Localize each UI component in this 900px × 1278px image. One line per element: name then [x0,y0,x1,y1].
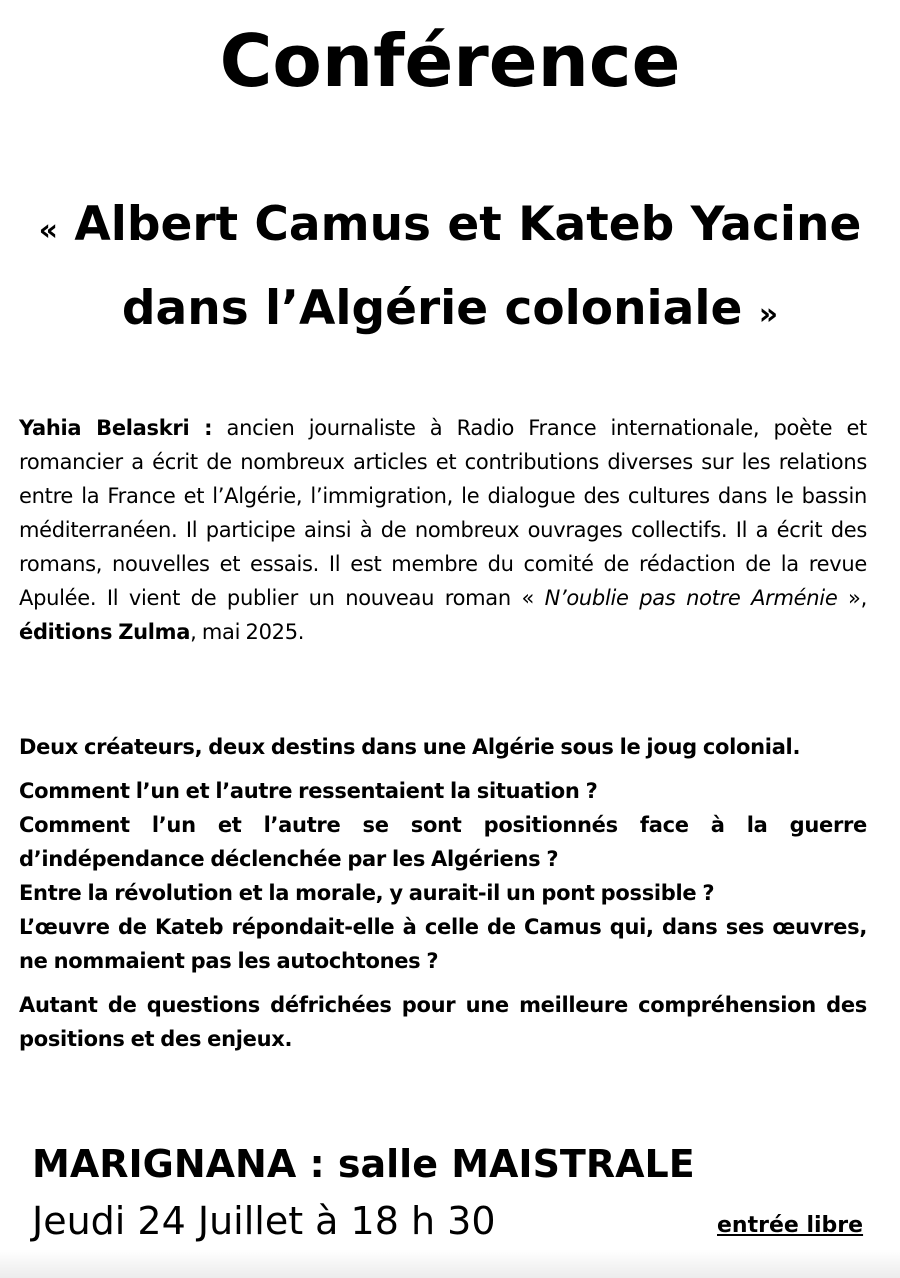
questions-conclusion: Autant de questions défrichées pour une meilleure compréhension des positions et des enjeux. [19,993,867,1051]
close-quote: » [758,297,779,332]
bottom-shade [0,1250,900,1278]
subtitle-line-2: dans l’Algérie coloniale [121,281,743,336]
free-entry-label: entrée libre [717,1213,864,1238]
bio-text-3: , mai 2025. [190,620,305,644]
question-2: Comment l’un et l’autre se sont positionnés face à la guerre d’indépendance déclenchée par les Algériens ? [19,813,867,871]
event-venue: MARIGNANA : salle MAISTRALE [32,1142,695,1186]
book-title: N’oublie pas notre Arménie [544,586,838,610]
question-1: Comment l’un et l’autre ressentaient la situation ? [19,779,598,803]
publisher: éditions Zulma [19,620,191,644]
questions-intro: Deux créateurs, deux destins dans une Algérie sous le joug colonial. [19,735,801,759]
speaker-bio [19,411,867,649]
event-date: Jeudi 24 Juillet à 18 h 30 [32,1199,496,1243]
question-4: L’œuvre de Kateb répondait-elle à celle de Camus qui, dans ses œuvres, ne nommaient pas les autochtones ? [19,915,867,973]
speaker-name: Yahia Belaskri : [19,416,213,440]
open-quote: « [38,213,59,248]
poster-title: Conférence [219,19,681,103]
bio-text-2: », [837,586,867,610]
questions-section [19,730,867,1056]
subtitle-line-1: Albert Camus et Kateb Yacine [74,197,862,252]
conference-subtitle [0,186,900,354]
question-3: Entre la révolution et la morale, y aurait-il un pont possible ? [19,881,715,905]
bio-text-1: ancien journaliste à Radio France internationale, poète et romancier a écrit de nombreux articles et contributions diverses sur les relations entre la France et l’Algérie, l’immigration, le dialogue des cultures dans le bassin méditerranéen. Il participe ainsi à de nombreux ouvrages collectifs. Il a écrit des romans, nouvelles et essais. Il est membre du comité de rédaction de la revue Apulée. Il vient de publier un nouveau roman « [19,416,867,610]
